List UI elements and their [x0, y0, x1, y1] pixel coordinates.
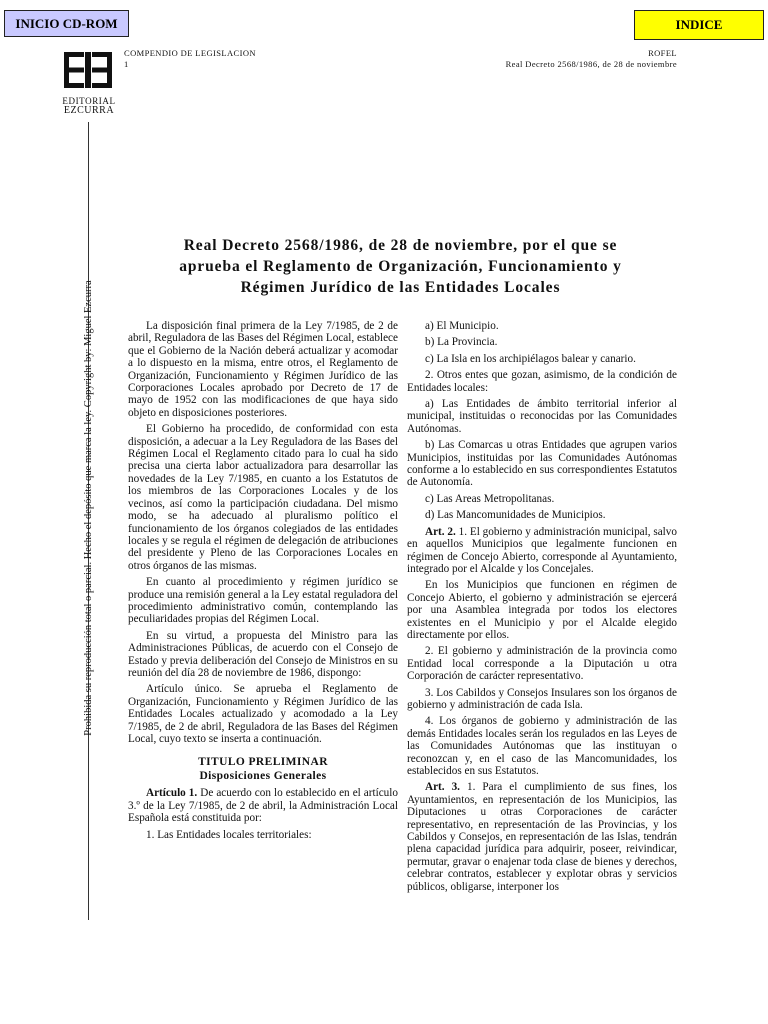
publisher-line1: EDITORIAL — [62, 96, 116, 106]
article-label: Artículo 1. — [146, 787, 198, 800]
list-item: c) La Isla en los archipiélagos balear y canario. — [425, 352, 636, 365]
paragraph: 3. Los Cabildos y Consejos Insulares son los órganos de gobierno y administración de cada Isla. — [407, 686, 677, 711]
header-page-number: 1 — [124, 59, 129, 69]
list-item: a) Las Entidades de ámbito territorial inferior al municipal, instituidas o reconocidas por las Comunidades Autónomas. — [407, 398, 677, 435]
list-item: b) La Provincia. — [425, 336, 498, 349]
paragraph: El Gobierno ha procedido, de conformidad con esta disposición, a adecuar a la Ley Reguladora de las Bases del Régimen Local el Reglamento citado para lo cual ha sido precisa una cierta labor actualizadora para desarrollar las novedades de la Ley 7/1985, en cuanto a los Estatutos de los miembros de las Corporaciones Locales y de los vecinos, así como la participación ciudadana. Del mismo modo, se ha adecuado al pluralismo político el funcionamiento de los órganos colegiados de las entidades locales y se regula el régimen de delegación de atribuciones del presidente y Pleno de las Corporaciones Locales en otros órganos de las mismas. — [128, 423, 398, 572]
header-collection: COMPENDIO DE LEGISLACION — [124, 48, 256, 58]
inicio-cdrom-button[interactable]: INICIO CD-ROM — [4, 10, 129, 37]
article-3 — [407, 781, 677, 893]
title-line-3: Régimen Jurídico de las Entidades Locales — [240, 279, 561, 296]
paragraph: 4. Los órganos de gobierno y administración de las demás Entidades locales serán los regulados en las Leyes de las Comunidades Autónomas que las instituyan o reconozcan y, en el caso de las Mancomunidades, los establecidos en sus Estatutos. — [407, 715, 677, 777]
right-column — [407, 320, 677, 897]
article-1 — [128, 787, 398, 824]
paragraph: En cuanto al procedimiento y régimen jurídico se produce una remisión general a la Ley estatal reguladora del procedimiento administrativo común, contemplando las peculiaridades propias del Régimen Local. — [128, 576, 398, 626]
header-decree: Real Decreto 2568/1986, de 28 de noviembre — [505, 59, 677, 69]
document-title — [124, 235, 677, 298]
header-right — [506, 48, 677, 70]
paragraph: En su virtud, a propuesta del Ministro para las Administraciones Públicas, de acuerdo con el Consejo de Estado y previa deliberación del Consejo de Ministros en su reunión del día 28 de noviembre de 1986, dispongo: — [128, 629, 398, 679]
article-text: 1. Para el cumplimiento de sus fines, los Ayuntamientos, en representación de los Municipios, las Diputaciones u otras Corporaciones de carácter representativo, en representación de las Provincias, y los Cabildos y Consejos, en representación de las Islas, tendrán plena capacidad jurídica para adquirir, poseer, reivindicar, permutar, gravar o enajenar toda clase de bienes y derechos, celebrar contratos, establecer y explotar obras y servicios públicos, obligarse, interponer los — [407, 781, 677, 893]
list-item: b) Las Comarcas u otras Entidades que agrupen varios Municipios, instituidas por las Comunidades Autónomas conforme a lo establecido en sus correspondientes Estatutos de Autonomía. — [407, 439, 677, 489]
article-text: De acuerdo con lo establecido en el artículo 3.º de la Ley 7/1985, de 2 de abril, la Administración Local Española está constituida por: — [128, 787, 398, 825]
article-2 — [407, 526, 677, 576]
paragraph: 1. Las Entidades locales territoriales: — [146, 828, 312, 841]
article-label: Art. 3. — [425, 781, 460, 794]
list-item: c) Las Areas Metropolitanas. — [425, 492, 555, 505]
editorial-logo-icon — [62, 50, 114, 90]
paragraph: 2. Otros entes que gozan, asimismo, de la condición de Entidades locales: — [407, 369, 677, 394]
article-label: Art. 2. — [425, 525, 456, 538]
title-line-2: aprueba el Reglamento de Organización, Funcionamiento y — [179, 258, 622, 275]
indice-button[interactable]: INDICE — [634, 10, 764, 40]
header-code: ROFEL — [648, 48, 677, 58]
article-text: 1. El gobierno y administración municipal, salvo en aquellos Municipios que legalmente funcionen en régimen de Concejo Abierto, corresponde al Ayuntamiento, integrado por el Alcalde y los Concejales. — [407, 525, 677, 575]
list-item: d) Las Mancomunidades de Municipios. — [425, 509, 606, 522]
copyright-note: Prohibida su reproducción total o parcial. Hecho el depósito que marca la ley. Copyright by: Miguel Ezcurra — [83, 280, 94, 736]
section-heading: TITULO PRELIMINAR — [198, 756, 328, 769]
list-item: a) El Municipio. — [425, 320, 499, 332]
publisher-line2: EZCURRA — [63, 105, 115, 116]
section-subheading: Disposiciones Generales — [199, 770, 327, 783]
title-line-1: Real Decreto 2568/1986, de 28 de noviembre, por el que se — [183, 237, 618, 254]
header-left — [124, 48, 256, 70]
left-column — [128, 320, 398, 845]
paragraph: Artículo único. Se aprueba el Reglamento de Organización, Funcionamiento y Régimen Jurídico de las Entidades Locales actualizado y acomodado a la Ley 7/1985, de 2 de abril, Reguladora de las Bases del Régimen Local, cuyo texto se inserta a continuación. — [128, 683, 398, 745]
paragraph: La disposición final primera de la Ley 7/1985, de 2 de abril, Reguladora de las Bases del Régimen Local, establece que el Gobierno de la Nación deberá actualizar y acomodar a lo dispuesto en la misma, entre otros, el Reglamento de Organización, Funcionamiento y Régimen Jurídico de las Corporaciones Locales aprobado por Decreto de 17 de mayo de 1952 con las modificaciones de que haya sido objeto en disposiciones posteriores. — [128, 320, 398, 419]
paragraph: 2. El gobierno y administración de la provincia como Entidad local corresponde a la Diputación u otra Corporación de carácter representativo. — [407, 645, 677, 683]
paragraph: En los Municipios que funcionen en régimen de Concejo Abierto, el gobierno y administración se ejercerá por una Asamblea integrada por todos los electores existentes en el Municipio y por el Alcalde elegido directamente por ellos. — [407, 579, 677, 641]
